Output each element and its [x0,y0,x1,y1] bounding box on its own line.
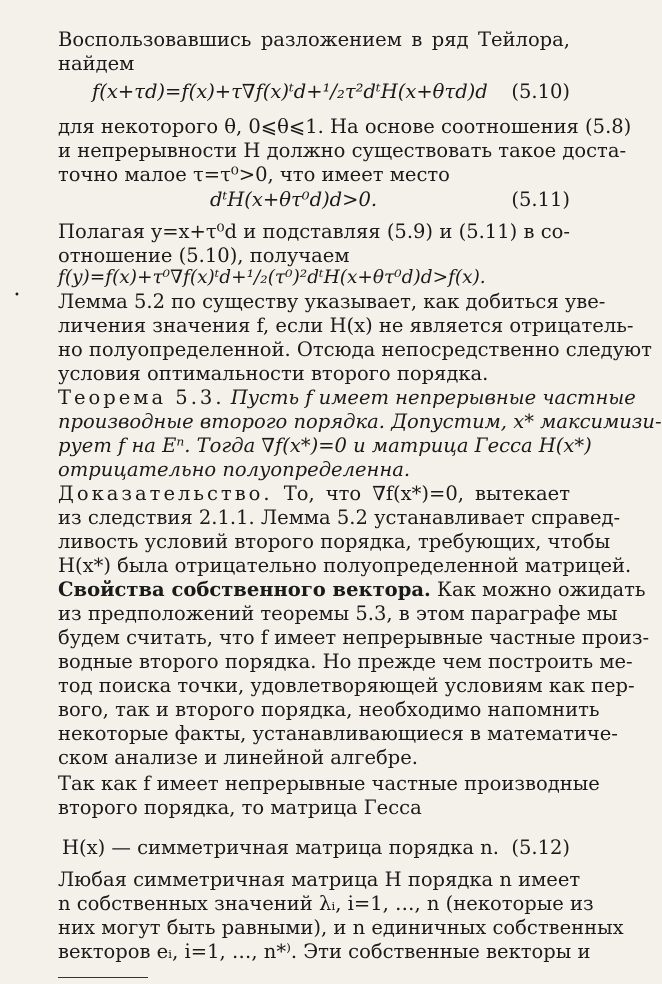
equation-number: (5.10) [511,80,570,103]
text-line: точно малое τ=τ⁰>0, что имеет место [58,163,450,186]
equation-number: (5.12) [511,836,570,859]
text-line: из предположений теоремы 5.3, в этом параграфе мы [58,602,618,625]
text-line: Воспользовавшись разложением в ряд Тейлора, [58,28,570,51]
text-line: отрицательно полуопределенна. [58,458,411,481]
text-line: для некоторого θ, 0⩽θ⩽1. На основе соотношения (5.8) [58,115,632,138]
equation-5-11 [210,188,570,212]
text-line: водные второго порядка. Но прежде чем построить ме- [58,650,633,673]
proof-label: Доказательство. [58,482,273,505]
text-line: личения значения f, если H(x) не является отрицатель- [58,314,634,337]
proof-text: То, что ∇f(x*)=0, вытекает [283,482,570,505]
text-line: из следствия 2.1.1. Лемма 5.2 устанавливает справед- [58,506,621,529]
footnote-rule [58,977,148,978]
text-line: ливость условий второго порядка, требующих, чтобы [58,530,611,553]
text-line: тод поиска точки, удовлетворяющей условиям как пер- [58,674,635,697]
equation-body: dᵗH(x+θτ⁰d)d>0. [210,188,378,211]
theorem-label: Теорема 5.3. [58,386,225,409]
proof-heading [58,482,570,506]
text-line: Лемма 5.2 по существу указывает, как добиться уве- [58,290,606,313]
theorem-heading [58,386,636,410]
text-line: но полуопределенной. Отсюда непосредственно следуют [58,338,652,361]
text-line: ском анализе и линейной алгебре. [58,746,418,769]
equation-number: (5.11) [511,188,570,211]
equation-5-12 [62,836,570,860]
text-line: некоторые факты, устанавливающиеся в математиче- [58,722,618,745]
text-line: второго порядка, то матрица Гесса [58,796,422,819]
equation-body: H(x) — симметричная матрица порядка n. [62,836,499,859]
text-line: и непрерывности H должно существовать такое доста- [58,139,627,162]
text-line: n собственных значений λᵢ, i=1, …, n (некоторые из [58,892,594,915]
section-heading [58,578,646,602]
text-line: рует f на Eⁿ. Тогда ∇f(x*)=0 и матрица Гесса H(x*) [58,434,592,457]
equation-body: f(x+τd)=f(x)+τ∇f(x)ᵗd+¹/₂τ²dᵗH(x+θτd)d [92,80,488,103]
section-text: Как можно ожидать [436,578,646,601]
section-title: Свойства собственного вектора. [58,578,431,601]
text-line: отношение (5.10), получаем [58,244,350,267]
equation-5-10 [92,80,570,104]
text-line: условия оптимальности второго порядка. [58,362,489,385]
text-line: них могут быть равными), и n единичных собственных [58,916,624,939]
text-line: производные второго порядка. Допустим, x* максимизи- [58,410,662,433]
text-line: будем считать, что f имеет непрерывные частные произ- [58,626,650,649]
bullet-mark: • [14,290,20,301]
text-line: векторов eᵢ, i=1, …, n*⁾. Эти собственные векторы и [58,940,591,963]
text-line: Полагая y=x+τ⁰d и подставляя (5.9) и (5.11) в со- [58,220,570,243]
text-line: Любая симметричная матрица H порядка n имеет [58,868,581,891]
text-line: вого, так и второго порядка, необходимо напомнить [58,698,600,721]
equation-fy: f(y)=f(x)+τ⁰∇f(x)ᵗd+¹/₂(τ⁰)²dᵗH(x+θτ⁰d)d>f(x). [58,267,486,288]
theorem-text: Пусть f имеет непрерывные частные [230,386,636,409]
text-line: найдем [58,52,135,75]
text-line: H(x*) была отрицательно полуопределенной матрицей. [58,554,632,577]
text-line: Так как f имеет непрерывные частные производные [58,772,600,795]
